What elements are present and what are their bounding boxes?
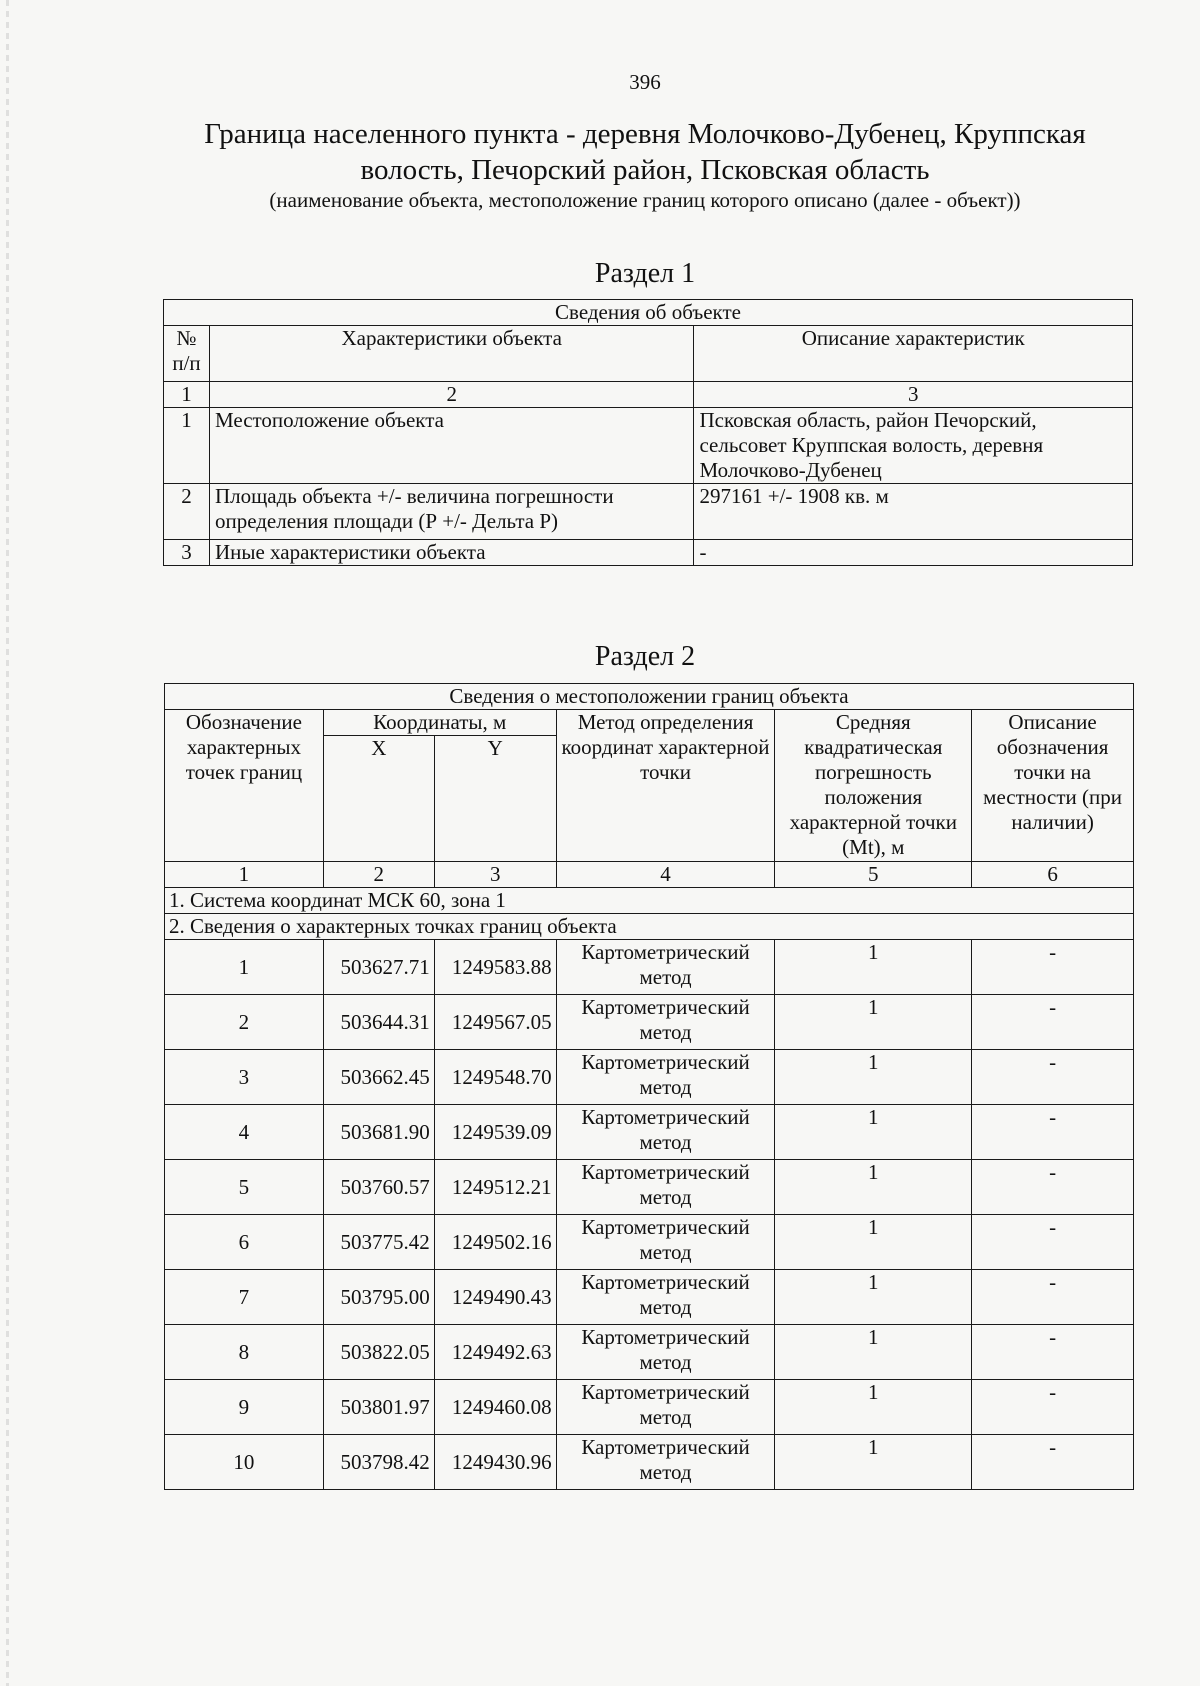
point-description: - bbox=[972, 1215, 1134, 1270]
column-number: 5 bbox=[775, 862, 972, 888]
header-y: Y bbox=[434, 736, 556, 862]
row-characteristic: Иные характеристики объекта bbox=[209, 540, 693, 566]
header-description: Описание характеристик bbox=[694, 326, 1133, 382]
boundary-points-table bbox=[164, 683, 1134, 1490]
point-id: 10 bbox=[165, 1435, 324, 1490]
scan-edge-artifact bbox=[6, 0, 9, 1686]
point-method: Картометрический метод bbox=[556, 1435, 775, 1490]
point-description: - bbox=[972, 1435, 1134, 1490]
point-method: Картометрический метод bbox=[556, 940, 775, 995]
coordinate-system-label: 1. Система координат МСК 60, зона 1 bbox=[165, 888, 1134, 914]
point-x: 503822.05 bbox=[323, 1325, 434, 1380]
point-method: Картометрический метод bbox=[556, 1215, 775, 1270]
table-row bbox=[165, 940, 1134, 995]
table-row bbox=[165, 1270, 1134, 1325]
point-x: 503662.45 bbox=[323, 1050, 434, 1105]
column-number: 2 bbox=[209, 382, 693, 408]
document-title: Граница населенного пункта - деревня Молочково-Дубенец, Круппская волость, Печорский район, Псковская область bbox=[204, 118, 1086, 186]
point-x: 503798.42 bbox=[323, 1435, 434, 1490]
row-number: 3 bbox=[164, 540, 210, 566]
table-row bbox=[164, 540, 1133, 566]
point-x: 503627.71 bbox=[323, 940, 434, 995]
column-number: 3 bbox=[434, 862, 556, 888]
point-method: Картометрический метод bbox=[556, 1105, 775, 1160]
point-description: - bbox=[972, 940, 1134, 995]
point-description: - bbox=[972, 1050, 1134, 1105]
section-1-title: Раздел 1 bbox=[594, 258, 696, 289]
row-number: 1 bbox=[164, 408, 210, 484]
point-method: Картометрический метод bbox=[556, 1270, 775, 1325]
table-caption: Сведения об объекте bbox=[164, 300, 1133, 326]
point-id: 8 bbox=[165, 1325, 324, 1380]
point-id: 7 bbox=[165, 1270, 324, 1325]
point-description: - bbox=[972, 1380, 1134, 1435]
point-method: Картометрический метод bbox=[556, 1050, 775, 1105]
section-2-title: Раздел 2 bbox=[594, 641, 696, 672]
table-caption: Сведения о местоположении границ объекта bbox=[165, 684, 1134, 710]
point-y: 1249430.96 bbox=[434, 1435, 556, 1490]
header-x: X bbox=[323, 736, 434, 862]
header-error: Средняя квадратическая погрешность положения характерной точки (Mt), м bbox=[775, 710, 972, 862]
page-number: 396 bbox=[629, 70, 661, 94]
point-method: Картометрический метод bbox=[556, 1325, 775, 1380]
point-mt: 1 bbox=[775, 1160, 972, 1215]
column-number: 4 bbox=[556, 862, 775, 888]
column-number: 1 bbox=[164, 382, 210, 408]
table-row bbox=[165, 1380, 1134, 1435]
point-x: 503775.42 bbox=[323, 1215, 434, 1270]
column-number: 1 bbox=[165, 862, 324, 888]
column-numbers-row bbox=[165, 862, 1134, 888]
point-description: - bbox=[972, 1105, 1134, 1160]
point-id: 6 bbox=[165, 1215, 324, 1270]
table-row bbox=[165, 1105, 1134, 1160]
row-characteristic: Площадь объекта +/- величина погрешности определения площади (Р +/- Дельта Р) bbox=[209, 484, 693, 540]
point-y: 1249512.21 bbox=[434, 1160, 556, 1215]
point-description: - bbox=[972, 1270, 1134, 1325]
point-y: 1249567.05 bbox=[434, 995, 556, 1050]
point-description: - bbox=[972, 1325, 1134, 1380]
point-id: 1 bbox=[165, 940, 324, 995]
document-subtitle: (наименование объекта, местоположение границ которого описано (далее - объект)) bbox=[269, 188, 1021, 212]
column-number: 2 bbox=[323, 862, 434, 888]
point-y: 1249492.63 bbox=[434, 1325, 556, 1380]
row-description: 297161 +/- 1908 кв. м bbox=[694, 484, 1133, 540]
header-point: Обозначение характерных точек границ bbox=[165, 710, 324, 862]
table-row bbox=[165, 1160, 1134, 1215]
table-row bbox=[165, 995, 1134, 1050]
table-header-row bbox=[164, 326, 1133, 382]
row-description: - bbox=[694, 540, 1133, 566]
point-mt: 1 bbox=[775, 1050, 972, 1105]
point-x: 503801.97 bbox=[323, 1380, 434, 1435]
points-section-row bbox=[165, 914, 1134, 940]
point-mt: 1 bbox=[775, 1105, 972, 1160]
point-description: - bbox=[972, 1160, 1134, 1215]
point-id: 4 bbox=[165, 1105, 324, 1160]
point-description: - bbox=[972, 995, 1134, 1050]
point-y: 1249539.09 bbox=[434, 1105, 556, 1160]
header-coordinates: Координаты, м bbox=[323, 710, 556, 736]
point-id: 5 bbox=[165, 1160, 324, 1215]
point-method: Картометрический метод bbox=[556, 1160, 775, 1215]
object-info-table bbox=[163, 299, 1133, 566]
point-x: 503760.57 bbox=[323, 1160, 434, 1215]
point-y: 1249583.88 bbox=[434, 940, 556, 995]
header-point-description: Описание обозначения точки на местности (при наличии) bbox=[972, 710, 1134, 862]
row-characteristic: Местоположение объекта bbox=[209, 408, 693, 484]
point-mt: 1 bbox=[775, 995, 972, 1050]
point-y: 1249460.08 bbox=[434, 1380, 556, 1435]
table-caption-row bbox=[165, 684, 1134, 710]
point-y: 1249502.16 bbox=[434, 1215, 556, 1270]
row-description: Псковская область, район Печорский, сельсовет Круппская волость, деревня Молочково-Дубенец bbox=[694, 408, 1133, 484]
row-number: 2 bbox=[164, 484, 210, 540]
header-method: Метод определения координат характерной точки bbox=[556, 710, 775, 862]
column-number: 6 bbox=[972, 862, 1134, 888]
point-mt: 1 bbox=[775, 940, 972, 995]
point-method: Картометрический метод bbox=[556, 995, 775, 1050]
table-row bbox=[165, 1435, 1134, 1490]
coordinate-system-row bbox=[165, 888, 1134, 914]
table-row bbox=[165, 1050, 1134, 1105]
table-row bbox=[164, 408, 1133, 484]
column-number: 3 bbox=[694, 382, 1133, 408]
point-mt: 1 bbox=[775, 1435, 972, 1490]
point-y: 1249490.43 bbox=[434, 1270, 556, 1325]
table-row bbox=[165, 1325, 1134, 1380]
column-numbers-row bbox=[164, 382, 1133, 408]
point-method: Картометрический метод bbox=[556, 1380, 775, 1435]
table-header-row bbox=[165, 710, 1134, 736]
point-x: 503681.90 bbox=[323, 1105, 434, 1160]
point-mt: 1 bbox=[775, 1380, 972, 1435]
point-mt: 1 bbox=[775, 1325, 972, 1380]
table-row bbox=[164, 484, 1133, 540]
point-mt: 1 bbox=[775, 1270, 972, 1325]
points-section-label: 2. Сведения о характерных точках границ объекта bbox=[165, 914, 1134, 940]
point-id: 9 bbox=[165, 1380, 324, 1435]
point-id: 2 bbox=[165, 995, 324, 1050]
header-characteristic: Характеристики объекта bbox=[209, 326, 693, 382]
point-x: 503795.00 bbox=[323, 1270, 434, 1325]
point-y: 1249548.70 bbox=[434, 1050, 556, 1105]
header-number: № п/п bbox=[164, 326, 210, 382]
point-id: 3 bbox=[165, 1050, 324, 1105]
table-caption-row bbox=[164, 300, 1133, 326]
point-mt: 1 bbox=[775, 1215, 972, 1270]
point-x: 503644.31 bbox=[323, 995, 434, 1050]
table-row bbox=[165, 1215, 1134, 1270]
